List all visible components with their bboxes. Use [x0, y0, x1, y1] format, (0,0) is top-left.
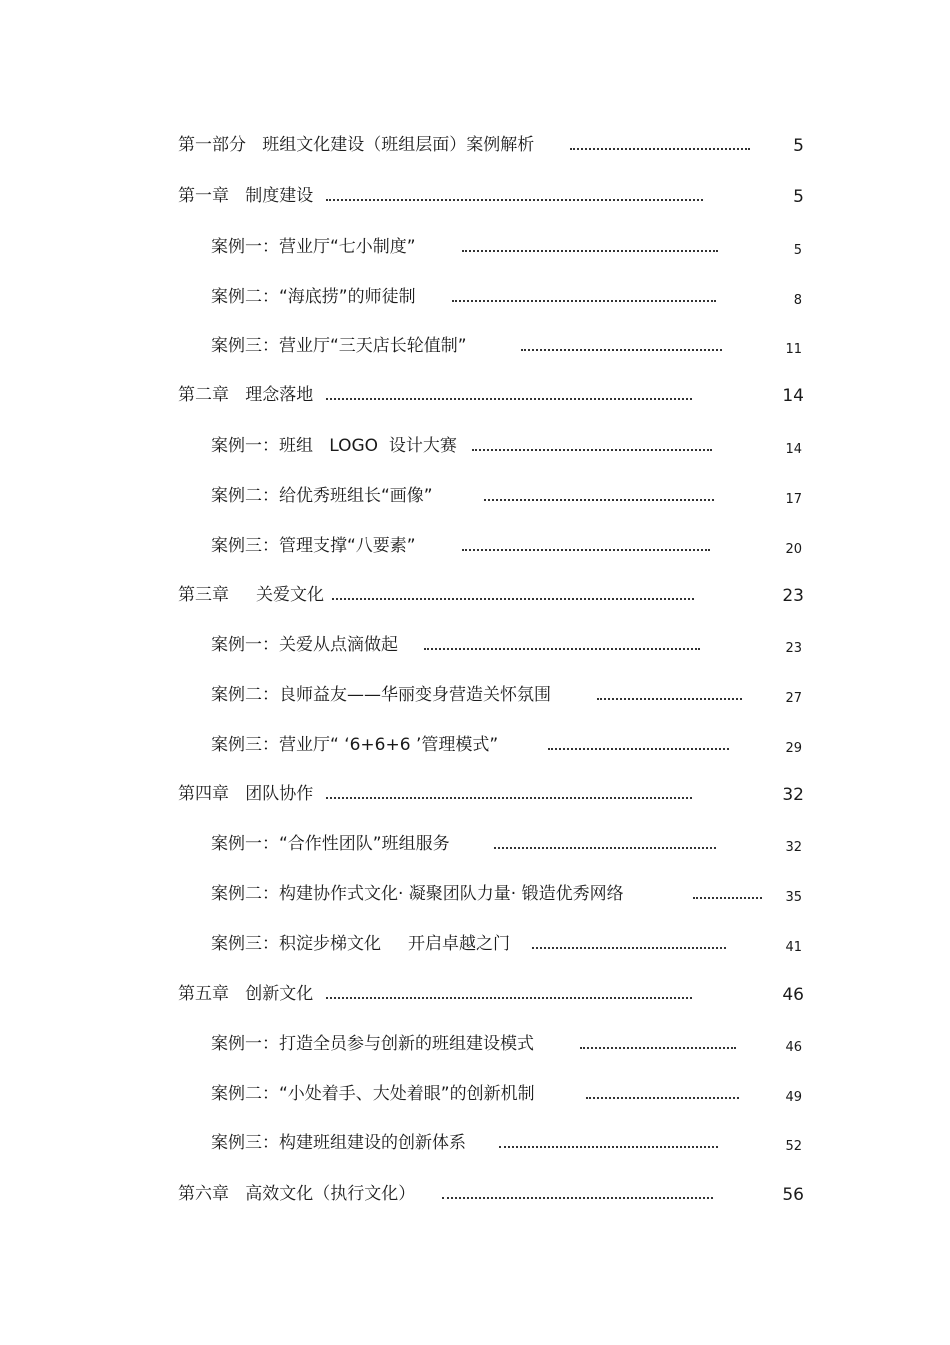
toc-case-entry[interactable]	[211, 481, 806, 507]
toc-leader-dots	[521, 338, 722, 352]
toc-page-number: 35	[785, 890, 802, 905]
toc-case-entry[interactable]	[211, 431, 806, 457]
toc-leader-dots	[326, 188, 703, 202]
toc-chapter-entry[interactable]	[178, 130, 808, 156]
toc-entry-title: 案例三：构建班组建设的创新体系	[211, 1133, 466, 1153]
toc-entry-title: 案例一：班组 LOGO 设计大赛	[211, 436, 457, 456]
toc-entry-title: 第四章 团队协作	[178, 784, 314, 804]
toc-leader-dots	[332, 587, 694, 601]
toc-page-number: 56	[782, 1185, 804, 1205]
toc-leader-dots	[452, 289, 716, 303]
toc-page-number: 14	[782, 386, 804, 406]
toc-leader-dots	[693, 886, 762, 900]
toc-case-entry[interactable]	[211, 531, 806, 557]
toc-case-entry[interactable]	[211, 282, 806, 308]
toc-entry-title: 案例二：“小处着手、大处着眼”的创新机制	[211, 1084, 535, 1104]
toc-entry-title: 第一部分 班组文化建设（班组层面）案例解析	[178, 135, 535, 155]
toc-page-number: 17	[785, 492, 802, 507]
toc-case-entry[interactable]	[211, 1079, 806, 1105]
toc-case-entry[interactable]	[211, 829, 806, 855]
toc-page-number: 5	[793, 187, 804, 207]
toc-leader-dots	[462, 239, 718, 253]
toc-leader-dots	[326, 986, 692, 1000]
toc-leader-dots	[424, 637, 700, 651]
toc-entry-title: 案例二：给优秀班组长“画像”	[211, 486, 433, 506]
toc-leader-dots	[442, 1186, 713, 1200]
toc-page-number: 23	[785, 641, 802, 656]
toc-page-number: 20	[785, 542, 802, 557]
toc-chapter-entry[interactable]	[178, 779, 808, 805]
toc-chapter-entry[interactable]	[178, 181, 808, 207]
toc-case-entry[interactable]	[211, 1029, 806, 1055]
toc-leader-dots	[532, 936, 726, 950]
toc-leader-dots	[484, 488, 714, 502]
toc-case-entry[interactable]	[211, 1128, 806, 1154]
toc-case-entry[interactable]	[211, 879, 806, 905]
toc-page-number: 49	[785, 1090, 802, 1105]
toc-case-entry[interactable]	[211, 680, 806, 706]
toc-case-entry[interactable]	[211, 331, 806, 357]
toc-page-number: 52	[785, 1139, 802, 1154]
toc-page-number: 29	[785, 741, 802, 756]
toc-leader-dots	[548, 737, 729, 751]
toc-page-number: 23	[782, 586, 804, 606]
toc-page-number: 32	[782, 785, 804, 805]
toc-entry-title: 第六章 高效文化（执行文化）	[178, 1184, 416, 1204]
toc-case-entry[interactable]	[211, 730, 806, 756]
toc-page-number: 27	[785, 691, 802, 706]
toc-leader-dots	[570, 137, 750, 151]
toc-page-number: 14	[785, 442, 802, 457]
toc-page-number: 32	[785, 840, 802, 855]
toc-leader-dots	[472, 438, 712, 452]
toc-leader-dots	[326, 387, 692, 401]
toc-page-number: 5	[793, 243, 802, 258]
toc-entry-title: 第一章 制度建设	[178, 186, 314, 206]
toc-entry-title: 案例一：“合作性团队”班组服务	[211, 834, 450, 854]
toc-entry-title: 案例一：关爱从点滴做起	[211, 635, 398, 655]
toc-entry-title: 案例二：良师益友——华丽变身营造关怀氛围	[211, 685, 551, 705]
toc-chapter-entry[interactable]	[178, 580, 808, 606]
toc-page-number: 8	[793, 293, 802, 308]
toc-page-number: 5	[793, 136, 804, 156]
toc-entry-title: 案例三：营业厅“ ‘6+6+6 ’管理模式”	[211, 735, 499, 755]
toc-chapter-entry[interactable]	[178, 1179, 808, 1205]
toc-page-number: 46	[785, 1040, 802, 1055]
toc-leader-dots	[499, 1135, 718, 1149]
toc-entry-title: 案例二：构建协作式文化· 凝聚团队力量· 锻造优秀网络	[211, 884, 624, 904]
toc-page-number: 41	[785, 940, 802, 955]
toc-leader-dots	[494, 836, 716, 850]
toc-entry-title: 案例二：“海底捞”的师徒制	[211, 287, 416, 307]
toc-leader-dots	[326, 786, 692, 800]
toc-leader-dots	[586, 1086, 739, 1100]
toc-entry-title: 第三章 关爱文化	[178, 585, 325, 605]
toc-page-number: 11	[785, 342, 802, 357]
toc-entry-title: 第二章 理念落地	[178, 385, 314, 405]
toc-leader-dots	[462, 538, 710, 552]
toc-entry-title: 案例一：打造全员参与创新的班组建设模式	[211, 1034, 534, 1054]
toc-entry-title: 案例三：营业厅“三天店长轮值制”	[211, 336, 467, 356]
toc-leader-dots	[597, 687, 742, 701]
toc-entry-title: 第五章 创新文化	[178, 984, 314, 1004]
toc-entry-title: 案例三：管理支撑“八要素”	[211, 536, 416, 556]
toc-case-entry[interactable]	[211, 630, 806, 656]
toc-entry-title: 案例一：营业厅“七小制度”	[211, 237, 416, 257]
toc-case-entry[interactable]	[211, 232, 806, 258]
toc-leader-dots	[580, 1036, 736, 1050]
toc-page-number: 46	[782, 985, 804, 1005]
toc-case-entry[interactable]	[211, 929, 806, 955]
toc-chapter-entry[interactable]	[178, 979, 808, 1005]
toc-entry-title: 案例三：积淀步梯文化 开启卓越之门	[211, 934, 511, 954]
toc-chapter-entry[interactable]	[178, 380, 808, 406]
